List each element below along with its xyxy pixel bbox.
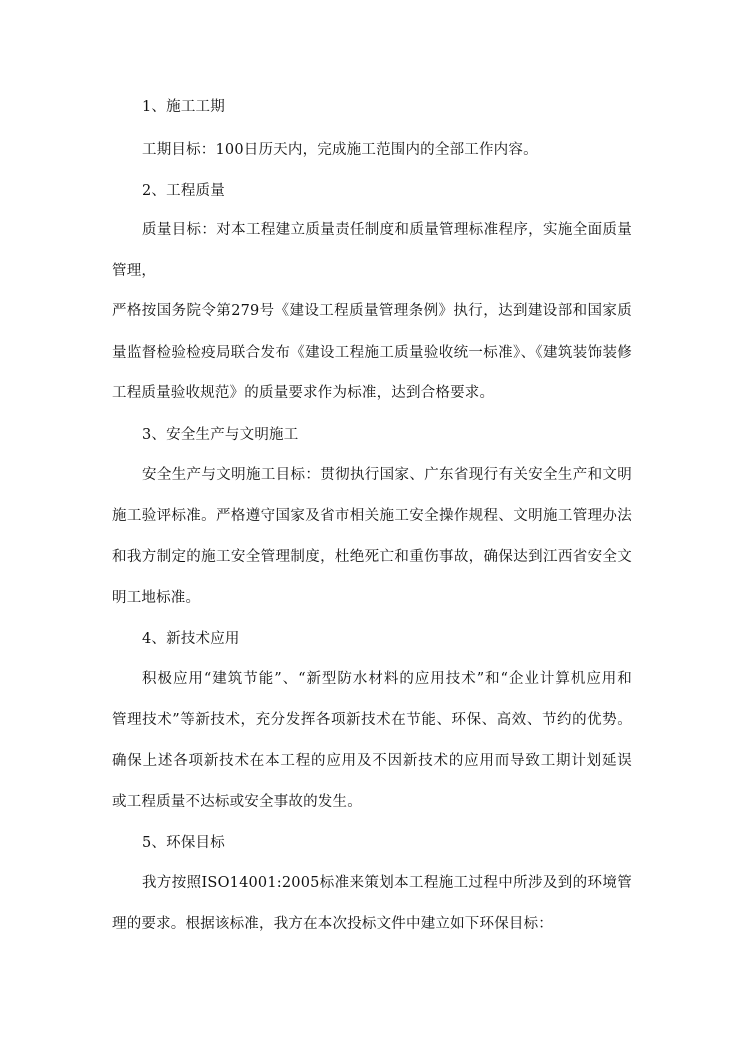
section-heading-environment: 5、环保目标: [142, 835, 225, 851]
paragraph-line: 工程质量验收规范》的质量要求作为标准，达到合格要求。: [112, 385, 495, 401]
paragraph-line: 管理，: [112, 263, 157, 279]
paragraph-line: 质量目标：对本工程建立质量责任制度和质量管理标准程序，实施全面质量: [142, 222, 632, 238]
section-heading-schedule: 1、施工工期: [142, 99, 225, 115]
section-heading-technology: 4、新技术应用: [142, 631, 240, 647]
paragraph-line: 工期目标：100日历天内，完成施工范围内的全部工作内容。: [142, 142, 538, 158]
paragraph-line: 我方按照ISO14001:2005标准来策划本工程施工过程中所涉及到的环境管: [142, 875, 632, 891]
paragraph-line: 或工程质量不达标或安全事故的发生。: [112, 794, 362, 810]
paragraph-line: 确保上述各项新技术在本工程的应用及不因新技术的应用而导致工期计划延误: [112, 753, 632, 769]
paragraph-line: 理的要求。根据该标准，我方在本次投标文件中建立如下环保目标：: [112, 916, 553, 932]
paragraph-line: 安全生产与文明施工目标：贯彻执行国家、广东省现行有关安全生产和文明: [142, 467, 632, 483]
paragraph-line: 和我方制定的施工安全管理制度，杜绝死亡和重伤事故，确保达到江西省安全文: [112, 549, 632, 565]
section-heading-safety: 3、安全生产与文明施工: [142, 427, 299, 443]
paragraph-line: 量监督检验检疫局联合发布《建设工程施工质量验收统一标准》、《建筑装饰装修: [112, 345, 632, 361]
paragraph-line: 严格按国务院令第279号《建设工程质量管理条例》执行，达到建设部和国家质: [112, 303, 632, 319]
paragraph-line: 明工地标准。: [112, 590, 201, 606]
paragraph-line: 积极应用“建筑节能”、“新型防水材料的应用技术”和“企业计算机应用和: [142, 671, 632, 687]
section-heading-quality: 2、工程质量: [142, 183, 225, 199]
paragraph-line: 管理技术”等新技术，充分发挥各项新技术在节能、环保、高效、节约的优势。: [112, 712, 632, 728]
paragraph-line: 施工验评标准。严格遵守国家及省市相关施工安全操作规程、文明施工管理办法: [112, 508, 632, 524]
